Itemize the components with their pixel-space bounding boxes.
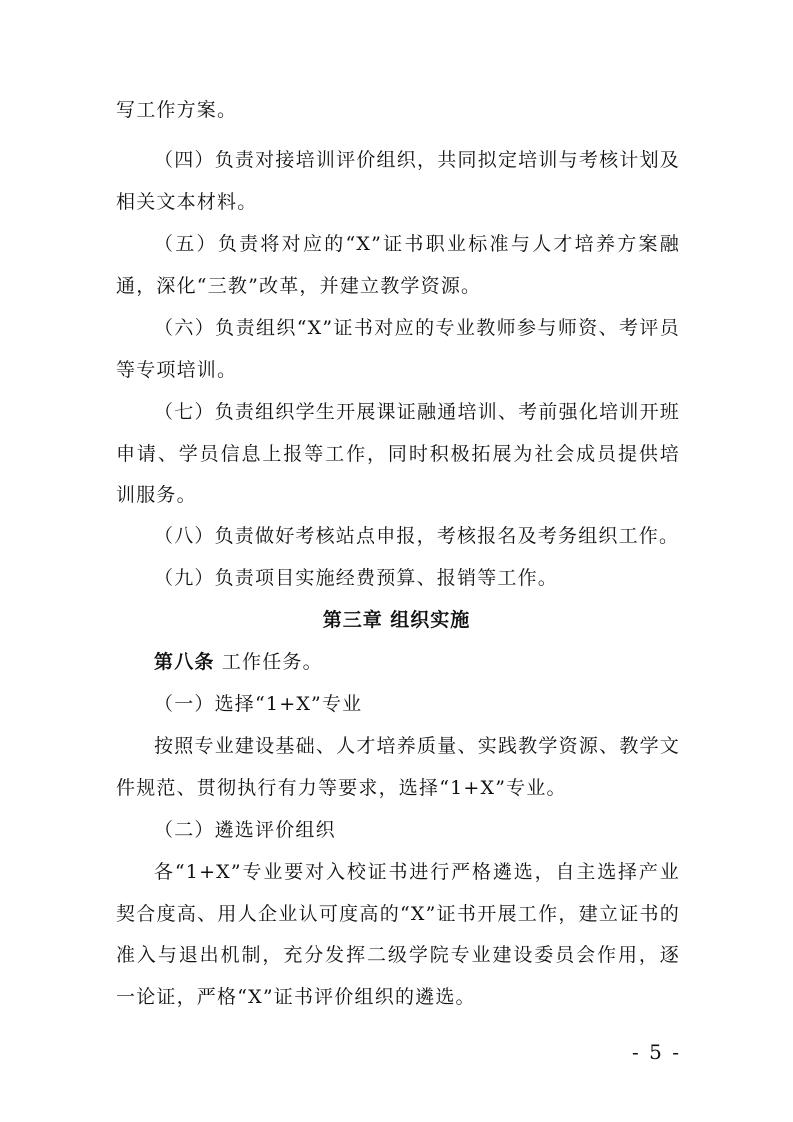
- paragraph-item-5: （五）负责将对应的“X”证书职业标准与人才培养方案融通，深化“三教”改革，并建立教学资源。: [116, 233, 680, 297]
- paragraph-item-6: （六）负责组织“X”证书对应的专业教师参与师资、考评员等专项培训。: [116, 317, 680, 381]
- paragraph-item-7: （七）负责组织学生开展课证融通培训、考前强化培训开班申请、学员信息上报等工作，同时积极拓展为社会成员提供培训服务。: [116, 401, 680, 506]
- paragraph-item-9: （九）负责项目实施经费预算、报销等工作。: [154, 567, 559, 589]
- paragraph-continuation: 写工作方案。: [116, 99, 238, 121]
- article-heading: [116, 642, 680, 684]
- section-body-1: 按照专业建设基础、人才培养质量、实践教学资源、教学文件规范、贯彻执行有力等要求，选择“1+X”专业。: [116, 735, 680, 799]
- chapter-title: 第三章 组织实施: [322, 609, 471, 631]
- section-heading-1: （一）选择“1+X”专业: [154, 693, 363, 715]
- paragraph-item-4: （四）负责对接培训评价组织，共同拟定培训与考核计划及相关文本材料。: [116, 149, 680, 213]
- section-heading-2: （二）遴选评价组织: [154, 819, 336, 841]
- paragraph-item-8: （八）负责做好考核站点申报，考核报名及考务组织工作。: [154, 525, 680, 547]
- section-body-2: 各“1+X”专业要对入校证书进行严格遴选，自主选择产业契合度高、用人企业认可度高的“X”证书开展工作，建立证书的准入与退出机制，充分发挥二级学院专业建设委员会作用，逐一论证，严格“X”证书评价组织的遴选。: [116, 861, 680, 1008]
- article-label: 第八条: [154, 651, 215, 673]
- page-number: - 5 -: [632, 1040, 681, 1064]
- article-text: 工作任务。: [214, 651, 323, 673]
